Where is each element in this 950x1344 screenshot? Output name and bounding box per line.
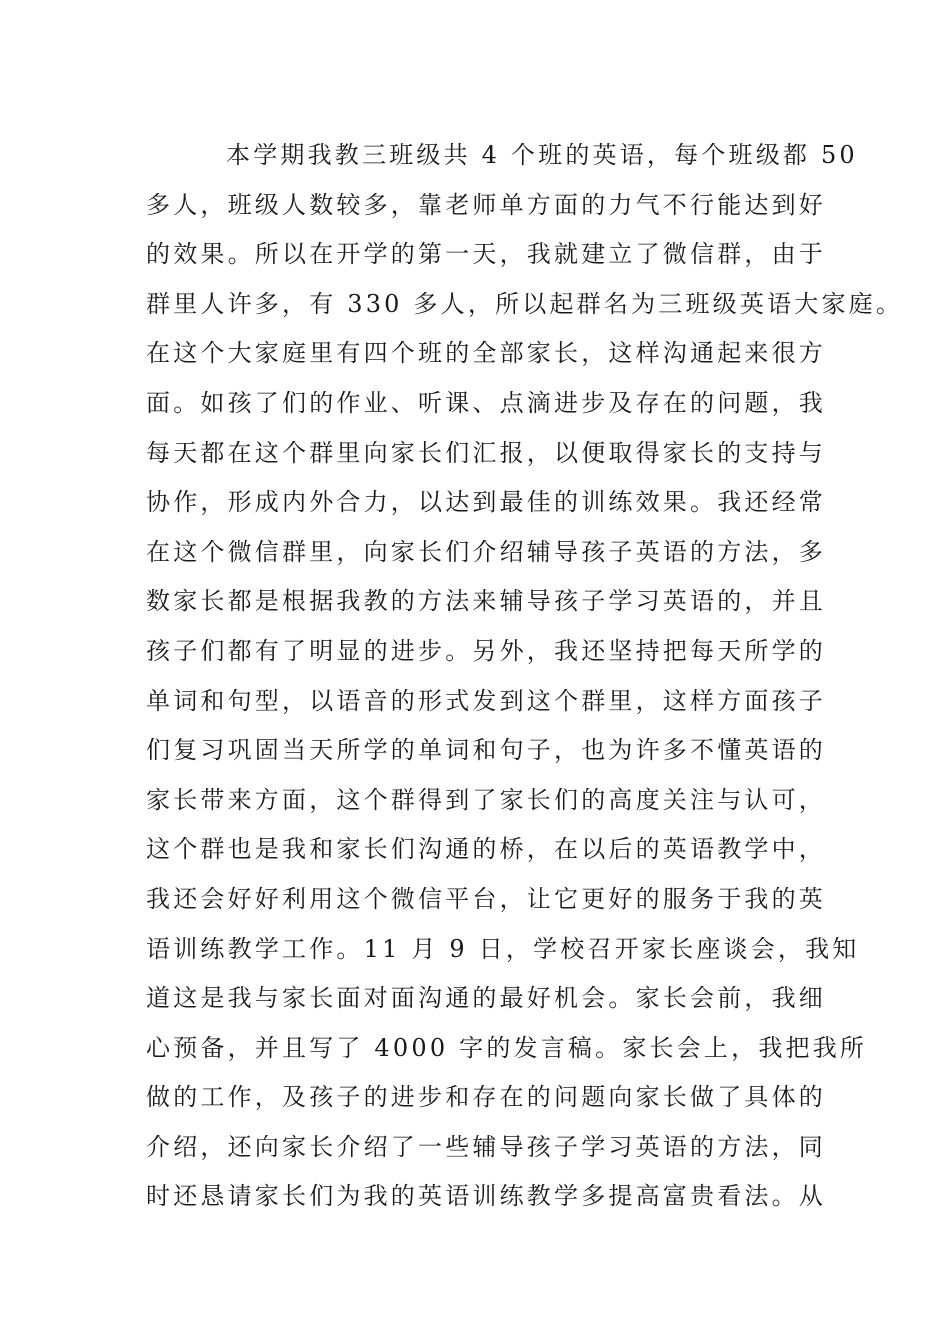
text-line-8: 协作，形成内外合力，以达到最佳的训练效果。我还经常 (146, 488, 826, 517)
text-line-17: 语训练教学工作。11 月 9 日，学校召开家长座谈会，我知 (146, 934, 860, 963)
text-line-13: 们复习巩固当天所学的单词和句子，也为许多不懂英语的 (146, 736, 826, 765)
text-line-16: 我还会好好利用这个微信平台，让它更好的服务于我的英 (146, 884, 826, 913)
text-line-18: 道这是我与家长面对面沟通的最好机会。家长会前，我细 (146, 984, 826, 1013)
text-line-3: 的效果。所以在开学的第一天，我就建立了微信群，由于 (146, 240, 826, 269)
text-line-10: 数家长都是根据我教的方法来辅导孩子学习英语的，并且 (146, 587, 826, 616)
text-line-20: 做的工作，及孩子的进步和存在的问题向家长做了具体的 (146, 1083, 826, 1112)
text-line-11: 孩子们都有了明显的进步。另外，我还坚持把每天所学的 (146, 636, 826, 665)
text-line-5: 在这个大家庭里有四个班的全部家长，这样沟通起来很方 (146, 339, 826, 368)
text-line-15: 这个群也是我和家长们沟通的桥，在以后的英语教学中， (146, 835, 826, 864)
text-line-6: 面。如孩了们的作业、听课、点滴进步及存在的问题，我 (146, 388, 826, 417)
text-line-22: 时还恳请家长们为我的英语训练教学多提高富贵看法。从 (146, 1182, 826, 1211)
text-line-9: 在这个微信群里，向家长们介绍辅导孩子英语的方法，多 (146, 537, 826, 566)
text-line-7: 每天都在这个群里向家长们汇报，以便取得家长的支持与 (146, 438, 826, 467)
text-line-12: 单词和句型，以语音的形式发到这个群里，这样方面孩子 (146, 686, 826, 715)
text-line-19: 心预备，并且写了 4000 字的发言稿。家长会上，我把我所 (146, 1033, 868, 1062)
text-line-4: 群里人许多，有 330 多人，所以起群名为三班级英语大家庭。 (146, 289, 904, 318)
text-line-2: 多人，班级人数较多，靠老师单方面的力气不行能达到好 (146, 190, 826, 219)
text-line-1: 本学期我教三班级共 4 个班的英语，每个班级都 50 (226, 141, 858, 169)
text-line-21: 介绍，还向家长介绍了一些辅导孩子学习英语的方法，同 (146, 1132, 826, 1161)
body-paragraph (146, 131, 904, 1222)
text-line-14: 家长带来方面，这个群得到了家长们的高度关注与认可， (146, 785, 826, 814)
